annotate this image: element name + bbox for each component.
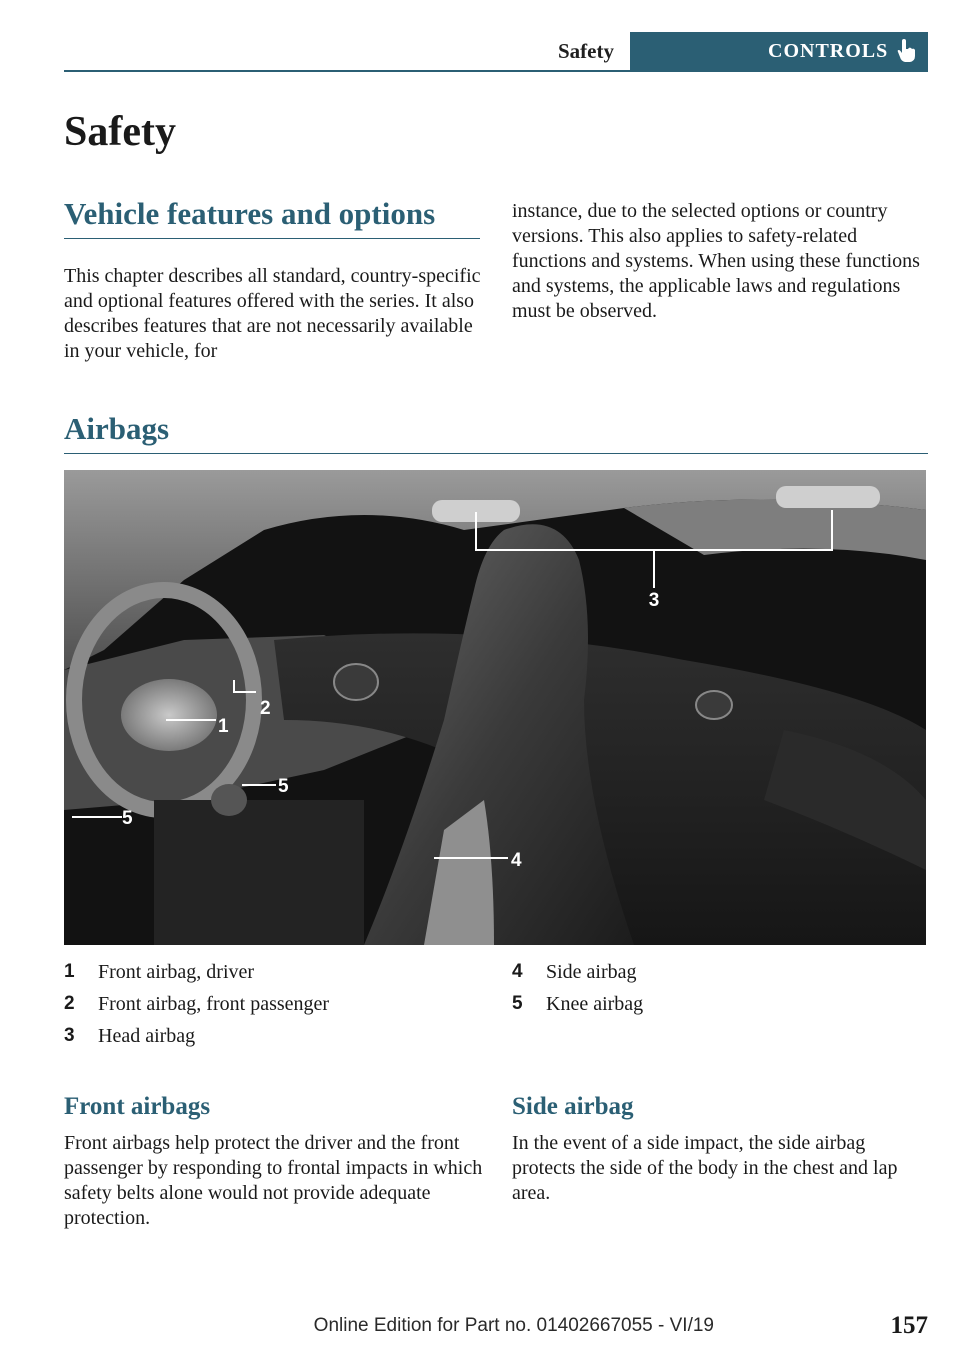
hand-pointer-icon	[895, 39, 917, 63]
vehicle-features-text-left: This chapter describes all standard, country-specific and optional features offered with the series. It also describes features that are not necessarily available in your vehicle, for	[64, 265, 481, 362]
page-title: Safety	[64, 109, 176, 155]
legend-number: 2	[64, 993, 75, 1014]
airbags-heading: Airbags	[64, 411, 170, 446]
legend-item	[64, 1020, 484, 1052]
steering-hub	[121, 679, 217, 751]
gear-knob	[211, 784, 247, 816]
header-chapter-tab	[630, 32, 928, 70]
legend-label: Head airbag	[98, 1025, 196, 1047]
vehicle-features-rule	[64, 238, 480, 239]
legend-item	[64, 956, 484, 988]
header-section-title: Safety	[558, 39, 614, 63]
legend-label: Front airbag, front passenger	[98, 993, 330, 1015]
center-console	[154, 800, 364, 945]
airbags-figure	[64, 470, 926, 945]
legend-number: 5	[512, 993, 523, 1014]
legend-number: 4	[512, 961, 523, 982]
legend-number: 3	[64, 1025, 75, 1046]
side-airbag-text: In the event of a side impact, the side airbag protects the side of the body in the chest and lap area.	[512, 1132, 898, 1204]
roof-handle-rear	[776, 486, 880, 508]
legend-item	[64, 988, 484, 1020]
vent-rear	[696, 691, 732, 719]
callout-4: 4	[511, 850, 522, 871]
legend-item	[512, 956, 932, 988]
header-chapter-label: CONTROLS	[768, 40, 889, 62]
legend-label: Front airbag, driver	[98, 961, 255, 983]
header-rule	[64, 70, 928, 72]
vehicle-features-text-right: instance, due to the selected options or country versions. This also applies to safety-related functions and systems. When using these functions and systems, the applicable laws and regulations must be observed.	[512, 200, 920, 322]
legend-number: 1	[64, 961, 75, 982]
airbag-legend-left	[64, 956, 484, 1052]
front-airbags-text: Front airbags help protect the driver and the front passenger by responding to frontal impacts in which safety belts alone would not provide adequate protection.	[64, 1132, 483, 1229]
callout-2: 2	[260, 698, 271, 719]
callout-1: 1	[218, 716, 229, 737]
callout-5-right: 5	[278, 776, 289, 797]
airbags-illustration	[64, 470, 926, 945]
legend-label: Knee airbag	[546, 993, 644, 1015]
legend-item	[512, 988, 932, 1020]
airbags-rule	[64, 453, 928, 454]
side-airbag-heading: Side airbag	[512, 1093, 634, 1120]
legend-label: Side airbag	[546, 961, 637, 983]
front-airbags-heading: Front airbags	[64, 1093, 211, 1120]
page-number: 157	[890, 1312, 928, 1339]
vent-left	[334, 664, 378, 700]
airbag-legend-right	[512, 956, 932, 1020]
callout-5-left: 5	[122, 808, 133, 829]
footer-edition: Online Edition for Part no. 01402667055 - VI/19	[313, 1315, 714, 1336]
callout-3: 3	[648, 590, 660, 611]
vehicle-features-heading: Vehicle features and options	[64, 196, 436, 231]
